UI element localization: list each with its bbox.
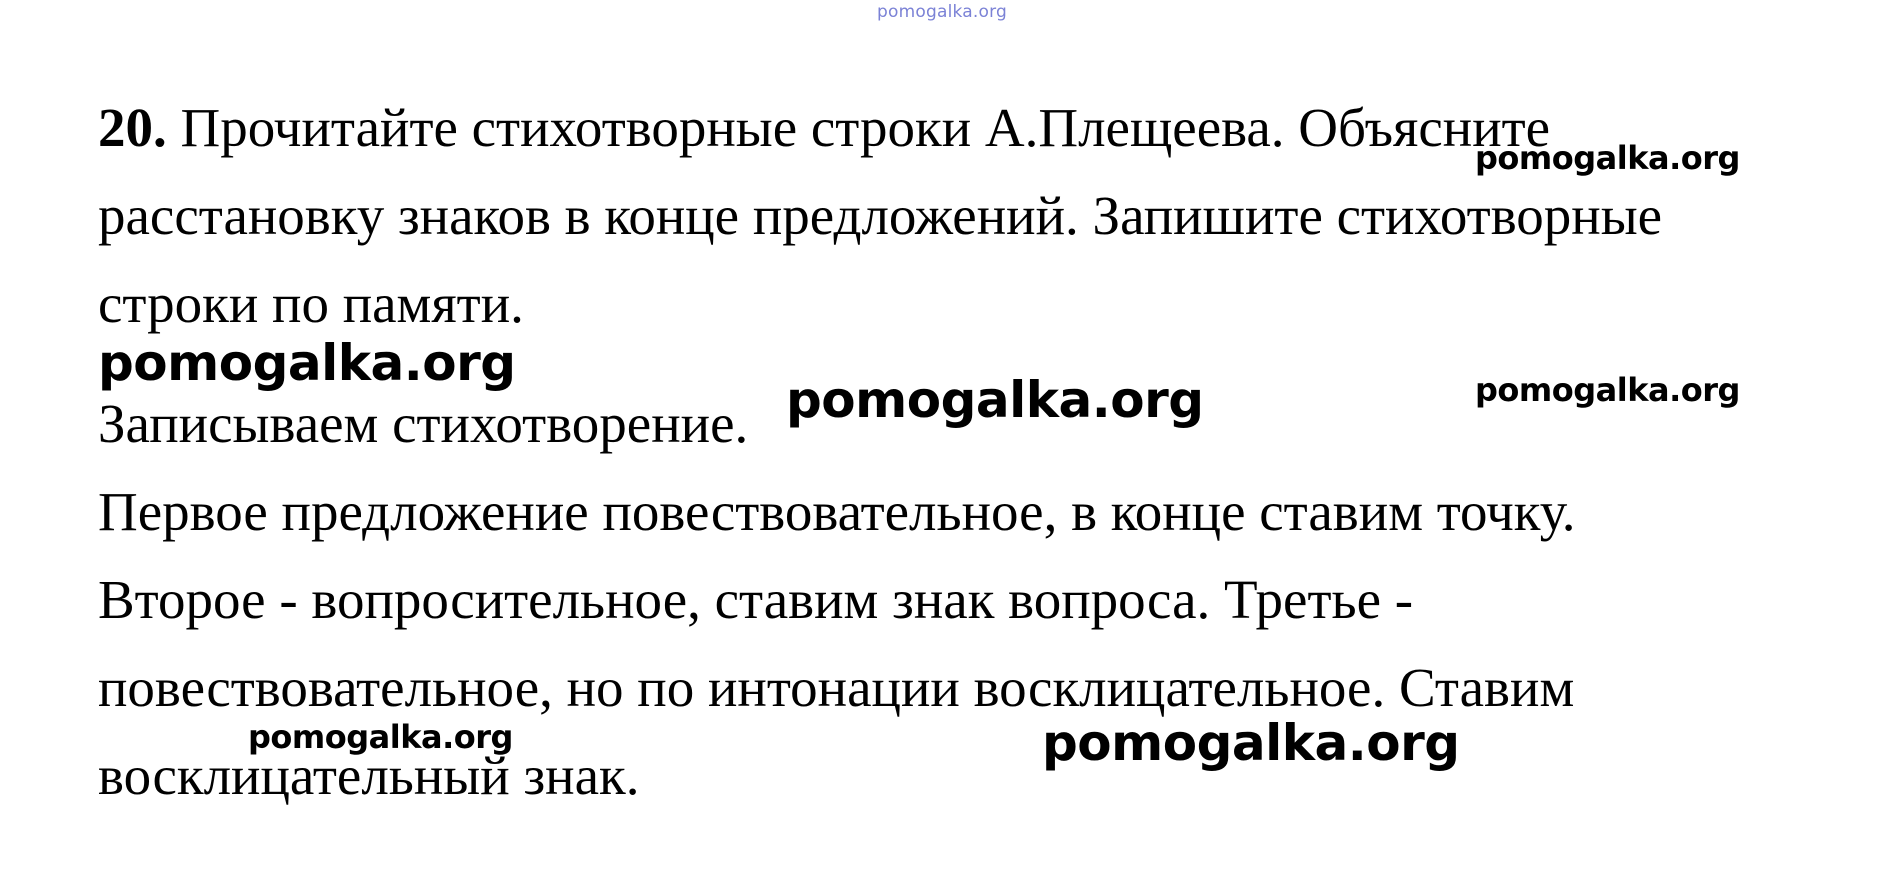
watermark: pomogalka.org [1475, 139, 1740, 177]
answer-line-3: Второе - вопросительное, ставим знак вопроса. Третье - [98, 569, 1414, 630]
answer-line-2: Первое предложение повествовательное, в конце ставим точку. [98, 481, 1576, 542]
answer-line-1: Записываем стихотворение. [98, 393, 749, 454]
task-line-1 [98, 97, 1551, 158]
answer-line-5: восклицательный знак. [98, 745, 640, 806]
task-text-1: Прочитайте стихотворные строки А.Плещеева. Объясните [180, 97, 1551, 158]
watermark: pomogalka.org [1042, 714, 1460, 772]
answer-line-4: повествовательное, но по интонации восклицательное. Ставим [98, 657, 1575, 718]
watermark: pomogalka.org [248, 718, 513, 756]
task-line-3: строки по памяти. [98, 273, 524, 334]
task-number: 20. [98, 97, 167, 158]
watermark: pomogalka.org [98, 334, 516, 392]
watermark: pomogalka.org [786, 371, 1204, 429]
watermark: pomogalka.org [1475, 371, 1740, 409]
header-watermark: pomogalka.org [877, 2, 1007, 22]
task-line-2: расстановку знаков в конце предложений. Запишите стихотворные [98, 185, 1663, 246]
